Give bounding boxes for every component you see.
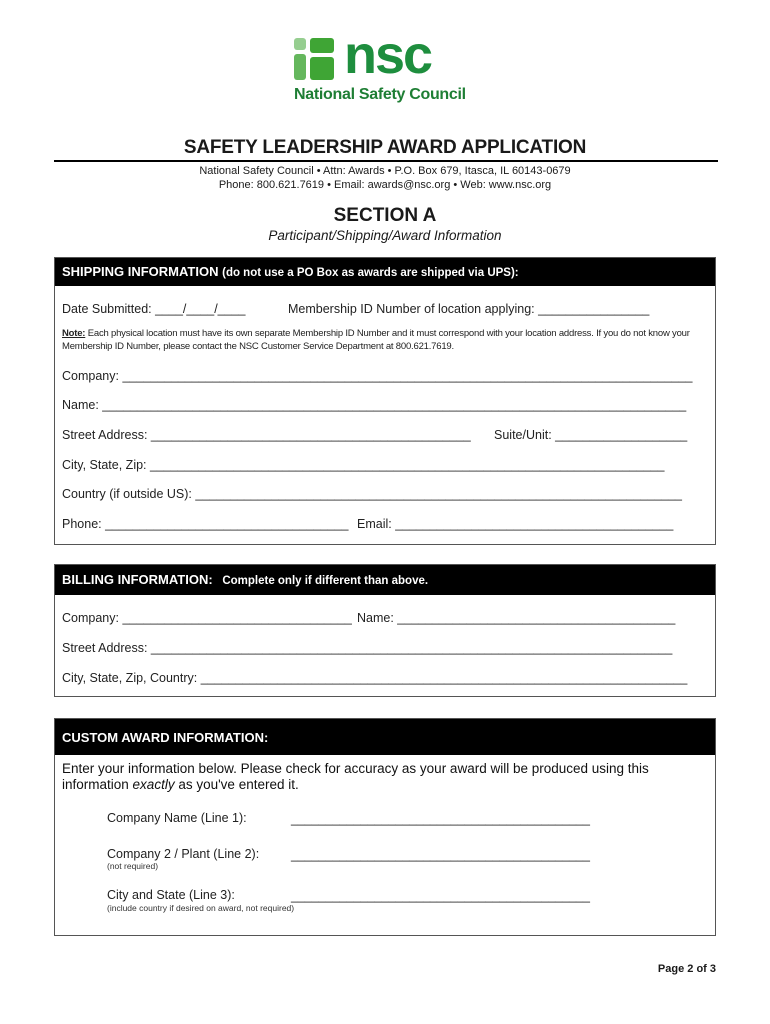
award-line2-input[interactable]: ___________________________________________	[291, 848, 590, 862]
phone-field[interactable]: Phone: ___________________________________	[62, 517, 349, 531]
email-field[interactable]: Email: ________________________________________	[357, 517, 674, 531]
membership-id-field[interactable]: Membership ID Number of location applying: ________________	[288, 302, 650, 316]
logo-tagline: National Safety Council	[294, 86, 466, 103]
billing-city-field[interactable]: City, State, Zip, Country: ______________________________________________________________________	[62, 671, 688, 685]
nsc-logo	[294, 25, 476, 108]
section-title: SECTION A	[333, 205, 437, 226]
award-line3-note: (include country if desired on award, not required)	[107, 903, 295, 913]
city-state-zip-field[interactable]: City, State, Zip: __________________________________________________________________________	[62, 458, 665, 472]
note-label: Note:	[62, 328, 86, 339]
company-field[interactable]: Company: __________________________________________________________________________________	[62, 369, 693, 383]
street-address-field[interactable]: Street Address: ______________________________________________	[62, 428, 471, 442]
note-text-line2: Membership ID Number, please contact the NSC Customer Service Department at 800.621.7619.	[62, 341, 454, 352]
billing-name-field[interactable]: Name: ________________________________________	[357, 611, 676, 625]
shipping-heading-note: (do not use a PO Box as awards are shipped via UPS):	[222, 267, 519, 279]
custom-award-box	[54, 718, 716, 936]
note-text-line1: Each physical location must have its own separate Membership ID Number and it must correspond with your location address. If you do not know your	[85, 328, 690, 339]
award-heading: CUSTOM AWARD INFORMATION:	[62, 730, 269, 745]
award-intro-line2: information exactly as you've entered it.	[62, 777, 299, 792]
page-title: SAFETY LEADERSHIP AWARD APPLICATION	[183, 137, 587, 158]
award-header	[55, 719, 715, 755]
shipping-heading: SHIPPING INFORMATION	[62, 264, 219, 279]
suite-unit-field[interactable]: Suite/Unit: ___________________	[494, 428, 688, 442]
billing-heading: BILLING INFORMATION:	[62, 572, 213, 587]
logo-wordmark: nsc	[344, 25, 432, 85]
award-line2-note: (not required)	[107, 861, 159, 871]
mailing-address: National Safety Council • Attn: Awards • P.O. Box 679, Itasca, IL 60143-0679	[199, 165, 571, 177]
shipping-header	[55, 258, 715, 286]
award-line3-label: City and State (Line 3):	[107, 888, 235, 902]
award-line1-label: Company Name (Line 1):	[107, 811, 247, 825]
award-line2-label: Company 2 / Plant (Line 2):	[107, 847, 260, 861]
page-number: Page 2 of 3	[657, 963, 716, 975]
shipping-information-box	[54, 257, 716, 545]
award-line3-input[interactable]: ___________________________________________	[291, 889, 590, 903]
section-subtitle: Participant/Shipping/Award Information	[268, 228, 502, 243]
membership-note	[62, 327, 690, 340]
cross-mark-icon	[294, 38, 342, 80]
title-divider	[54, 160, 718, 162]
date-submitted-field[interactable]: Date Submitted: ____/____/____	[62, 302, 246, 316]
award-intro-line1: Enter your information below. Please check for accuracy as your award will be produced using this	[62, 761, 649, 776]
name-field[interactable]: Name: ____________________________________________________________________________________	[62, 398, 687, 412]
billing-information-box	[54, 564, 716, 697]
award-line1-input[interactable]: ___________________________________________	[291, 812, 590, 826]
billing-header	[55, 565, 715, 595]
billing-company-field[interactable]: Company: _________________________________	[62, 611, 352, 625]
billing-heading-note: Complete only if different than above.	[222, 575, 429, 587]
country-field[interactable]: Country (if outside US): ______________________________________________________________________	[62, 487, 683, 501]
contact-info: Phone: 800.621.7619 • Email: awards@nsc.org • Web: www.nsc.org	[218, 179, 552, 191]
billing-street-field[interactable]: Street Address: ___________________________________________________________________________	[62, 641, 673, 655]
